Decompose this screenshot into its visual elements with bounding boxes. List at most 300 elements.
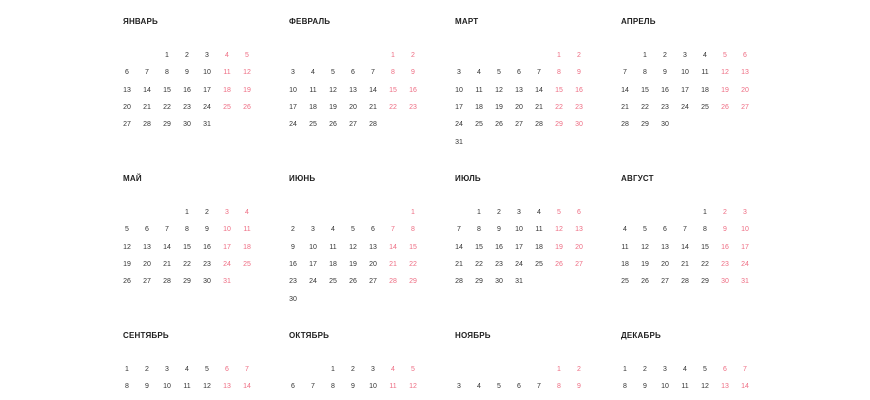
- day-cell[interactable]: 24: [309, 278, 317, 286]
- day-cell[interactable]: 7: [457, 226, 461, 234]
- weekend-day-cell[interactable]: 28: [389, 278, 397, 286]
- day-cell[interactable]: 9: [497, 226, 501, 234]
- day-cell[interactable]: 13: [349, 86, 357, 94]
- day-cell[interactable]: 24: [203, 103, 211, 111]
- day-cell[interactable]: 27: [349, 121, 357, 129]
- day-cell[interactable]: 4: [185, 366, 189, 373]
- day-cell[interactable]: 16: [183, 86, 191, 94]
- day-cell[interactable]: 24: [289, 121, 297, 129]
- weekend-day-cell[interactable]: 11: [223, 69, 231, 77]
- day-cell[interactable]: 9: [205, 226, 209, 234]
- day-cell[interactable]: 18: [475, 103, 483, 111]
- weekend-day-cell[interactable]: 13: [721, 383, 729, 391]
- day-cell[interactable]: 6: [351, 69, 355, 77]
- weekend-day-cell[interactable]: 2: [411, 52, 415, 59]
- weekend-day-cell[interactable]: 13: [223, 383, 231, 391]
- weekend-day-cell[interactable]: 9: [411, 69, 415, 77]
- day-cell[interactable]: 1: [703, 209, 707, 216]
- day-cell[interactable]: 9: [663, 69, 667, 77]
- day-cell[interactable]: 28: [681, 278, 689, 286]
- day-cell[interactable]: 1: [331, 366, 335, 373]
- weekend-day-cell[interactable]: 19: [243, 86, 251, 94]
- weekend-day-cell[interactable]: 24: [741, 260, 749, 268]
- day-cell[interactable]: 21: [455, 260, 463, 268]
- weekend-day-cell[interactable]: 9: [723, 226, 727, 234]
- day-cell[interactable]: 10: [203, 69, 211, 77]
- day-cell[interactable]: 6: [125, 69, 129, 77]
- day-cell[interactable]: 17: [515, 243, 523, 251]
- day-cell[interactable]: 23: [203, 260, 211, 268]
- weekend-day-cell[interactable]: 11: [243, 226, 251, 234]
- day-cell[interactable]: 30: [183, 121, 191, 129]
- day-cell[interactable]: 25: [329, 278, 337, 286]
- day-cell[interactable]: 11: [475, 86, 483, 94]
- day-cell[interactable]: 3: [291, 69, 295, 77]
- day-cell[interactable]: 8: [623, 383, 627, 391]
- weekend-day-cell[interactable]: 30: [575, 121, 583, 129]
- day-cell[interactable]: 23: [495, 260, 503, 268]
- day-cell[interactable]: 15: [183, 243, 191, 251]
- weekend-day-cell[interactable]: 17: [223, 243, 231, 251]
- day-cell[interactable]: 17: [203, 86, 211, 94]
- day-cell[interactable]: 19: [349, 260, 357, 268]
- day-cell[interactable]: 8: [185, 226, 189, 234]
- day-cell[interactable]: 4: [477, 383, 481, 391]
- day-cell[interactable]: 27: [661, 278, 669, 286]
- day-cell[interactable]: 12: [203, 383, 211, 391]
- weekend-day-cell[interactable]: 27: [741, 103, 749, 111]
- day-cell[interactable]: 14: [535, 86, 543, 94]
- day-cell[interactable]: 14: [455, 243, 463, 251]
- day-cell[interactable]: 7: [683, 226, 687, 234]
- day-cell[interactable]: 19: [123, 260, 131, 268]
- day-cell[interactable]: 7: [165, 226, 169, 234]
- weekend-day-cell[interactable]: 22: [409, 260, 417, 268]
- weekend-day-cell[interactable]: 11: [389, 383, 397, 391]
- day-cell[interactable]: 28: [369, 121, 377, 129]
- day-cell[interactable]: 3: [311, 226, 315, 234]
- day-cell[interactable]: 28: [535, 121, 543, 129]
- day-cell[interactable]: 22: [701, 260, 709, 268]
- weekend-day-cell[interactable]: 14: [243, 383, 251, 391]
- weekend-day-cell[interactable]: 29: [555, 121, 563, 129]
- month-title: СЕНТЯБРЬ: [123, 331, 169, 340]
- day-cell[interactable]: 16: [495, 243, 503, 251]
- day-cell[interactable]: 7: [537, 383, 541, 391]
- day-cell[interactable]: 3: [371, 366, 375, 373]
- day-cell[interactable]: 26: [329, 121, 337, 129]
- day-cell[interactable]: 18: [535, 243, 543, 251]
- weekend-day-cell[interactable]: 15: [409, 243, 417, 251]
- weekend-day-cell[interactable]: 19: [555, 243, 563, 251]
- day-cell[interactable]: 29: [641, 121, 649, 129]
- day-cell[interactable]: 15: [701, 243, 709, 251]
- day-cell[interactable]: 21: [163, 260, 171, 268]
- weekend-day-cell[interactable]: 20: [741, 86, 749, 94]
- day-cell[interactable]: 31: [203, 121, 211, 129]
- day-cell[interactable]: 14: [621, 86, 629, 94]
- day-cell[interactable]: 6: [371, 226, 375, 234]
- day-cell[interactable]: 15: [163, 86, 171, 94]
- day-cell[interactable]: 5: [205, 366, 209, 373]
- weekend-day-cell[interactable]: 26: [555, 260, 563, 268]
- day-cell[interactable]: 5: [643, 226, 647, 234]
- day-cell[interactable]: 6: [517, 69, 521, 77]
- day-cell[interactable]: 8: [477, 226, 481, 234]
- day-cell[interactable]: 22: [475, 260, 483, 268]
- day-cell[interactable]: 2: [185, 52, 189, 59]
- day-cell[interactable]: 12: [123, 243, 131, 251]
- weekend-day-cell[interactable]: 16: [721, 243, 729, 251]
- weekend-day-cell[interactable]: 31: [741, 278, 749, 286]
- day-cell[interactable]: 5: [125, 226, 129, 234]
- day-cell[interactable]: 5: [351, 226, 355, 234]
- day-cell[interactable]: 21: [369, 103, 377, 111]
- day-cell[interactable]: 11: [535, 226, 543, 234]
- day-cell[interactable]: 10: [455, 86, 463, 94]
- weekend-day-cell[interactable]: 23: [721, 260, 729, 268]
- day-cell[interactable]: 3: [457, 383, 461, 391]
- day-cell[interactable]: 23: [661, 103, 669, 111]
- weekend-day-cell[interactable]: 5: [557, 209, 561, 216]
- weekend-day-cell[interactable]: 15: [389, 86, 397, 94]
- day-cell[interactable]: 1: [185, 209, 189, 216]
- day-cell[interactable]: 30: [289, 295, 297, 303]
- day-cell[interactable]: 3: [663, 366, 667, 373]
- day-cell[interactable]: 31: [455, 138, 463, 146]
- month-title: МАЙ: [123, 174, 142, 183]
- weekend-day-cell[interactable]: 23: [409, 103, 417, 111]
- day-cell[interactable]: 20: [143, 260, 151, 268]
- weekend-day-cell[interactable]: 18: [223, 86, 231, 94]
- month-title: НОЯБРЬ: [455, 331, 491, 340]
- weekend-day-cell[interactable]: 12: [721, 69, 729, 77]
- weekend-day-cell[interactable]: 8: [391, 69, 395, 77]
- day-cell[interactable]: 25: [701, 103, 709, 111]
- day-cell[interactable]: 17: [289, 103, 297, 111]
- day-cell[interactable]: 7: [145, 69, 149, 77]
- day-cell[interactable]: 26: [495, 121, 503, 129]
- day-cell[interactable]: 23: [183, 103, 191, 111]
- day-cell[interactable]: 18: [701, 86, 709, 94]
- day-cell[interactable]: 4: [683, 366, 687, 373]
- day-cell[interactable]: 12: [329, 86, 337, 94]
- weekend-day-cell[interactable]: 5: [411, 366, 415, 373]
- day-cell[interactable]: 16: [661, 86, 669, 94]
- day-cell[interactable]: 4: [623, 226, 627, 234]
- day-cell[interactable]: 2: [205, 209, 209, 216]
- day-cell[interactable]: 18: [309, 103, 317, 111]
- day-cell[interactable]: 20: [369, 260, 377, 268]
- weekend-day-cell[interactable]: 2: [577, 366, 581, 373]
- day-cell[interactable]: 6: [517, 383, 521, 391]
- weekend-day-cell[interactable]: 6: [743, 52, 747, 59]
- day-cell[interactable]: 9: [145, 383, 149, 391]
- day-cell[interactable]: 26: [641, 278, 649, 286]
- weekend-day-cell[interactable]: 1: [557, 52, 561, 59]
- day-cell[interactable]: 2: [351, 366, 355, 373]
- day-cell[interactable]: 4: [331, 226, 335, 234]
- month-block: [621, 157, 771, 307]
- day-cell[interactable]: 11: [183, 383, 191, 391]
- day-cell[interactable]: 18: [621, 260, 629, 268]
- day-cell[interactable]: 1: [477, 209, 481, 216]
- weekend-day-cell[interactable]: 19: [721, 86, 729, 94]
- month-block: [123, 0, 273, 150]
- weekend-day-cell[interactable]: 5: [245, 52, 249, 59]
- day-cell[interactable]: 7: [537, 69, 541, 77]
- day-cell[interactable]: 30: [661, 121, 669, 129]
- day-cell[interactable]: 8: [331, 383, 335, 391]
- day-cell[interactable]: 10: [163, 383, 171, 391]
- day-cell[interactable]: 5: [497, 383, 501, 391]
- day-cell[interactable]: 13: [369, 243, 377, 251]
- weekend-day-cell[interactable]: 7: [245, 366, 249, 373]
- weekend-day-cell[interactable]: 21: [389, 260, 397, 268]
- weekend-day-cell[interactable]: 12: [409, 383, 417, 391]
- weekend-day-cell[interactable]: 2: [577, 52, 581, 59]
- month-block: [123, 314, 273, 400]
- day-cell[interactable]: 1: [623, 366, 627, 373]
- day-cell[interactable]: 29: [183, 278, 191, 286]
- weekend-day-cell[interactable]: 29: [409, 278, 417, 286]
- day-cell[interactable]: 21: [535, 103, 543, 111]
- day-cell[interactable]: 8: [125, 383, 129, 391]
- weekend-day-cell[interactable]: 18: [243, 243, 251, 251]
- weekend-day-cell[interactable]: 23: [575, 103, 583, 111]
- weekend-day-cell[interactable]: 1: [391, 52, 395, 59]
- weekend-day-cell[interactable]: 3: [225, 209, 229, 216]
- day-cell[interactable]: 12: [495, 86, 503, 94]
- day-cell[interactable]: 10: [289, 86, 297, 94]
- day-cell[interactable]: 1: [125, 366, 129, 373]
- day-cell[interactable]: 13: [515, 86, 523, 94]
- day-cell[interactable]: 21: [681, 260, 689, 268]
- day-cell[interactable]: 6: [145, 226, 149, 234]
- day-cell[interactable]: 4: [311, 69, 315, 77]
- weekend-day-cell[interactable]: 25: [243, 260, 251, 268]
- day-cell[interactable]: 20: [661, 260, 669, 268]
- weekend-day-cell[interactable]: 16: [575, 86, 583, 94]
- weekend-day-cell[interactable]: 9: [577, 69, 581, 77]
- day-cell[interactable]: 16: [289, 260, 297, 268]
- day-cell[interactable]: 6: [291, 383, 295, 391]
- weekend-day-cell[interactable]: 14: [389, 243, 397, 251]
- day-cell[interactable]: 22: [163, 103, 171, 111]
- day-cell[interactable]: 11: [329, 243, 337, 251]
- day-cell[interactable]: 1: [165, 52, 169, 59]
- day-cell[interactable]: 19: [495, 103, 503, 111]
- day-cell[interactable]: 29: [701, 278, 709, 286]
- day-cell[interactable]: 9: [185, 69, 189, 77]
- day-cell[interactable]: 8: [165, 69, 169, 77]
- day-cell[interactable]: 28: [143, 121, 151, 129]
- weekend-day-cell[interactable]: 16: [409, 86, 417, 94]
- weekend-day-cell[interactable]: 8: [557, 383, 561, 391]
- weekend-day-cell[interactable]: 26: [721, 103, 729, 111]
- day-cell[interactable]: 28: [621, 121, 629, 129]
- weekend-day-cell[interactable]: 13: [575, 226, 583, 234]
- weekend-day-cell[interactable]: 17: [741, 243, 749, 251]
- day-cell[interactable]: 5: [497, 69, 501, 77]
- weekend-day-cell[interactable]: 24: [223, 260, 231, 268]
- weekend-day-cell[interactable]: 4: [225, 52, 229, 59]
- weekend-day-cell[interactable]: 7: [743, 366, 747, 373]
- weekend-day-cell[interactable]: 8: [411, 226, 415, 234]
- day-cell[interactable]: 4: [477, 69, 481, 77]
- day-cell[interactable]: 10: [681, 69, 689, 77]
- weekend-day-cell[interactable]: 25: [223, 103, 231, 111]
- day-cell[interactable]: 20: [349, 103, 357, 111]
- day-cell[interactable]: 13: [661, 243, 669, 251]
- day-cell[interactable]: 24: [681, 103, 689, 111]
- day-cell[interactable]: 4: [703, 52, 707, 59]
- weekend-day-cell[interactable]: 27: [575, 260, 583, 268]
- day-cell[interactable]: 23: [289, 278, 297, 286]
- weekend-day-cell[interactable]: 20: [575, 243, 583, 251]
- day-cell[interactable]: 6: [663, 226, 667, 234]
- day-cell[interactable]: 2: [643, 366, 647, 373]
- weekend-day-cell[interactable]: 14: [741, 383, 749, 391]
- day-cell[interactable]: 2: [663, 52, 667, 59]
- day-cell[interactable]: 15: [475, 243, 483, 251]
- weekend-day-cell[interactable]: 7: [391, 226, 395, 234]
- day-cell[interactable]: 14: [163, 243, 171, 251]
- day-cell[interactable]: 7: [623, 69, 627, 77]
- day-cell[interactable]: 3: [205, 52, 209, 59]
- day-cell[interactable]: 31: [515, 278, 523, 286]
- weekend-day-cell[interactable]: 22: [555, 103, 563, 111]
- day-cell[interactable]: 21: [621, 103, 629, 111]
- day-cell[interactable]: 4: [537, 209, 541, 216]
- day-cell[interactable]: 5: [703, 366, 707, 373]
- weekend-day-cell[interactable]: 1: [557, 366, 561, 373]
- weekend-day-cell[interactable]: 1: [411, 209, 415, 216]
- day-cell[interactable]: 24: [515, 260, 523, 268]
- day-cell[interactable]: 9: [351, 383, 355, 391]
- day-cell[interactable]: 8: [643, 69, 647, 77]
- weekend-day-cell[interactable]: 15: [555, 86, 563, 94]
- day-cell[interactable]: 26: [349, 278, 357, 286]
- day-cell[interactable]: 3: [517, 209, 521, 216]
- weekend-day-cell[interactable]: 4: [245, 209, 249, 216]
- weekend-day-cell[interactable]: 6: [225, 366, 229, 373]
- day-cell[interactable]: 12: [641, 243, 649, 251]
- day-cell[interactable]: 22: [183, 260, 191, 268]
- weekend-day-cell[interactable]: 6: [577, 209, 581, 216]
- weekend-day-cell[interactable]: 26: [243, 103, 251, 111]
- day-cell[interactable]: 10: [515, 226, 523, 234]
- day-cell[interactable]: 16: [203, 243, 211, 251]
- weekend-day-cell[interactable]: 22: [389, 103, 397, 111]
- day-cell[interactable]: 25: [621, 278, 629, 286]
- day-cell[interactable]: 30: [203, 278, 211, 286]
- day-cell[interactable]: 27: [369, 278, 377, 286]
- weekend-day-cell[interactable]: 13: [741, 69, 749, 77]
- day-cell[interactable]: 8: [703, 226, 707, 234]
- day-cell[interactable]: 2: [291, 226, 295, 234]
- day-cell[interactable]: 26: [123, 278, 131, 286]
- day-cell[interactable]: 11: [621, 243, 629, 251]
- weekend-day-cell[interactable]: 12: [243, 69, 251, 77]
- day-cell[interactable]: 12: [701, 383, 709, 391]
- weekend-day-cell[interactable]: 12: [555, 226, 563, 234]
- day-cell[interactable]: 30: [495, 278, 503, 286]
- day-cell[interactable]: 17: [681, 86, 689, 94]
- weekend-day-cell[interactable]: 30: [721, 278, 729, 286]
- day-cell[interactable]: 7: [311, 383, 315, 391]
- day-cell[interactable]: 13: [123, 86, 131, 94]
- day-cell[interactable]: 10: [369, 383, 377, 391]
- weekend-day-cell[interactable]: 10: [741, 226, 749, 234]
- day-cell[interactable]: 2: [145, 366, 149, 373]
- day-cell[interactable]: 18: [329, 260, 337, 268]
- day-cell[interactable]: 22: [641, 103, 649, 111]
- weekend-day-cell[interactable]: 9: [577, 383, 581, 391]
- day-cell[interactable]: 13: [143, 243, 151, 251]
- day-cell[interactable]: 14: [143, 86, 151, 94]
- weekend-day-cell[interactable]: 8: [557, 69, 561, 77]
- day-cell[interactable]: 3: [683, 52, 687, 59]
- day-cell[interactable]: 25: [309, 121, 317, 129]
- day-cell[interactable]: 27: [123, 121, 131, 129]
- day-cell[interactable]: 11: [701, 69, 709, 77]
- month-title: МАРТ: [455, 17, 479, 26]
- day-cell[interactable]: 7: [371, 69, 375, 77]
- day-cell[interactable]: 5: [331, 69, 335, 77]
- day-cell[interactable]: 20: [515, 103, 523, 111]
- day-cell[interactable]: 25: [535, 260, 543, 268]
- day-cell[interactable]: 2: [497, 209, 501, 216]
- day-cell[interactable]: 11: [309, 86, 317, 94]
- weekend-day-cell[interactable]: 2: [723, 209, 727, 216]
- day-cell[interactable]: 10: [309, 243, 317, 251]
- day-cell[interactable]: 17: [309, 260, 317, 268]
- day-cell[interactable]: 19: [641, 260, 649, 268]
- day-cell[interactable]: 19: [329, 103, 337, 111]
- day-cell[interactable]: 14: [369, 86, 377, 94]
- weekend-day-cell[interactable]: 5: [723, 52, 727, 59]
- day-cell[interactable]: 20: [123, 103, 131, 111]
- day-cell[interactable]: 28: [455, 278, 463, 286]
- day-cell[interactable]: 11: [681, 383, 689, 391]
- day-cell[interactable]: 21: [143, 103, 151, 111]
- day-cell[interactable]: 3: [457, 69, 461, 77]
- day-cell[interactable]: 29: [475, 278, 483, 286]
- day-cell[interactable]: 28: [163, 278, 171, 286]
- weekend-day-cell[interactable]: 6: [723, 366, 727, 373]
- day-cell[interactable]: 1: [643, 52, 647, 59]
- weekend-day-cell[interactable]: 10: [223, 226, 231, 234]
- day-cell[interactable]: 9: [643, 383, 647, 391]
- day-cell[interactable]: 10: [661, 383, 669, 391]
- day-cell[interactable]: 29: [163, 121, 171, 129]
- weekend-day-cell[interactable]: 3: [743, 209, 747, 216]
- day-cell[interactable]: 15: [641, 86, 649, 94]
- weekend-day-cell[interactable]: 4: [391, 366, 395, 373]
- weekend-day-cell[interactable]: 31: [223, 278, 231, 286]
- day-cell[interactable]: 17: [455, 103, 463, 111]
- day-cell[interactable]: 14: [681, 243, 689, 251]
- day-cell[interactable]: 25: [475, 121, 483, 129]
- month-block: [455, 157, 605, 307]
- day-cell[interactable]: 27: [143, 278, 151, 286]
- day-cell[interactable]: 3: [165, 366, 169, 373]
- day-cell[interactable]: 12: [349, 243, 357, 251]
- day-cell[interactable]: 24: [455, 121, 463, 129]
- day-cell[interactable]: 27: [515, 121, 523, 129]
- day-cell[interactable]: 9: [291, 243, 295, 251]
